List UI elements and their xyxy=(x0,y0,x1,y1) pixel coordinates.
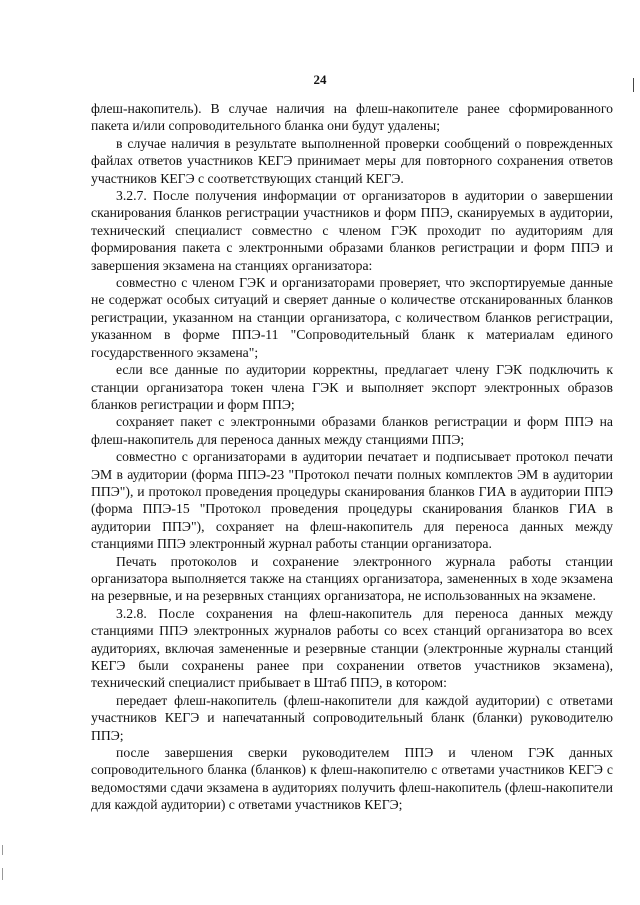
paragraph: 3.2.8. После сохранения на флеш-накопитель для переноса данных между станциями ППЭ электронных журналов работы со всех станций организатора во всех аудиториях, включая замененные и резервные станции (электронные журналы станций КЕГЭ были сохранены ранее при сохранении ответов участников экзамена), технический специалист прибывает в Штаб ППЭ, в котором: xyxy=(91,605,613,691)
paragraph: передает флеш-накопитель (флеш-накопители для каждой аудитории) с ответами участников КЕГЭ и напечатанный сопроводительный бланк (бланки) руководителю ППЭ; xyxy=(91,692,613,743)
paragraph: Печать протоколов и сохранение электронного журнала работы станции организатора выполняется также на станциях организатора, замененных в ходе экзамена на резервные, и на резервных станциях организатора, не использованных на экзамене. xyxy=(91,553,613,604)
paragraph: совместно с организаторами в аудитории печатает и подписывает протокол печати ЭМ в аудитории (форма ППЭ-23 "Протокол печати полных комплектов ЭМ в аудитории ППЭ"), и протокол проведения процедуры сканирования бланков ГИА в аудитории ППЭ (форма ППЭ-15 "Протокол проведения процедуры сканирования бланков ГИА в аудитории ППЭ"), сохраняет на флеш-накопитель для переноса данных между станциями ППЭ электронный журнал работы станции организатора. xyxy=(91,449,613,552)
paragraph: флеш-накопитель). В случае наличия на флеш-накопителе ранее сформированного пакета и/или сопроводительного бланка они будут удалены; xyxy=(91,101,613,134)
body-text xyxy=(91,100,613,814)
page-number: 24 xyxy=(313,72,327,87)
scan-margin-mark xyxy=(2,868,3,880)
paragraph: после завершения сверки руководителем ППЭ и членом ГЭК данных сопроводительного бланка (бланков) к флеш-накопителю с ответами участников КЕГЭ с ведомостями сдачи экзамена в аудиториях получить флеш-накопитель (флеш-накопители для каждой аудитории) с ответами участников КЕГЭ; xyxy=(91,745,613,813)
scan-edge-mark xyxy=(633,78,634,92)
paragraph: сохраняет пакет с электронными образами бланков регистрации и форм ППЭ на флеш-накопитель для переноса данных между станциями ППЭ; xyxy=(91,414,613,447)
paragraph: если все данные по аудитории корректны, предлагает члену ГЭК подключить к станции организатора токен члена ГЭК и выполняет экспорт электронных образов бланков регистрации и форм ППЭ; xyxy=(91,362,613,412)
scan-margin-mark xyxy=(2,845,3,855)
paragraph: 3.2.7. После получения информации от организаторов в аудитории о завершении сканирования бланков регистрации участников и форм ППЭ, сканируемых в аудитории, технический специалист совместно с членом ГЭК проходит по аудиториям для формирования пакета с электронными образами бланков регистрации и форм ППЭ и завершения экзамена на станциях организатора: xyxy=(91,188,613,273)
paragraph: совместно с членом ГЭК и организаторами проверяет, что экспортируемые данные не содержат особых ситуаций и сверяет данные о количестве отсканированных бланков регистрации, указанном на станции организатора, с количеством бланков регистрации, указанном в форме ППЭ-11 "Сопроводительный бланк к материалам единого государственного экзамена"; xyxy=(91,275,613,360)
paragraph: в случае наличия в результате выполненной проверки сообщений о поврежденных файлах ответов участников КЕГЭ принимает меры для повторного сохранения ответов участников КЕГЭ с соответствующих станций КЕГЭ. xyxy=(91,135,613,186)
